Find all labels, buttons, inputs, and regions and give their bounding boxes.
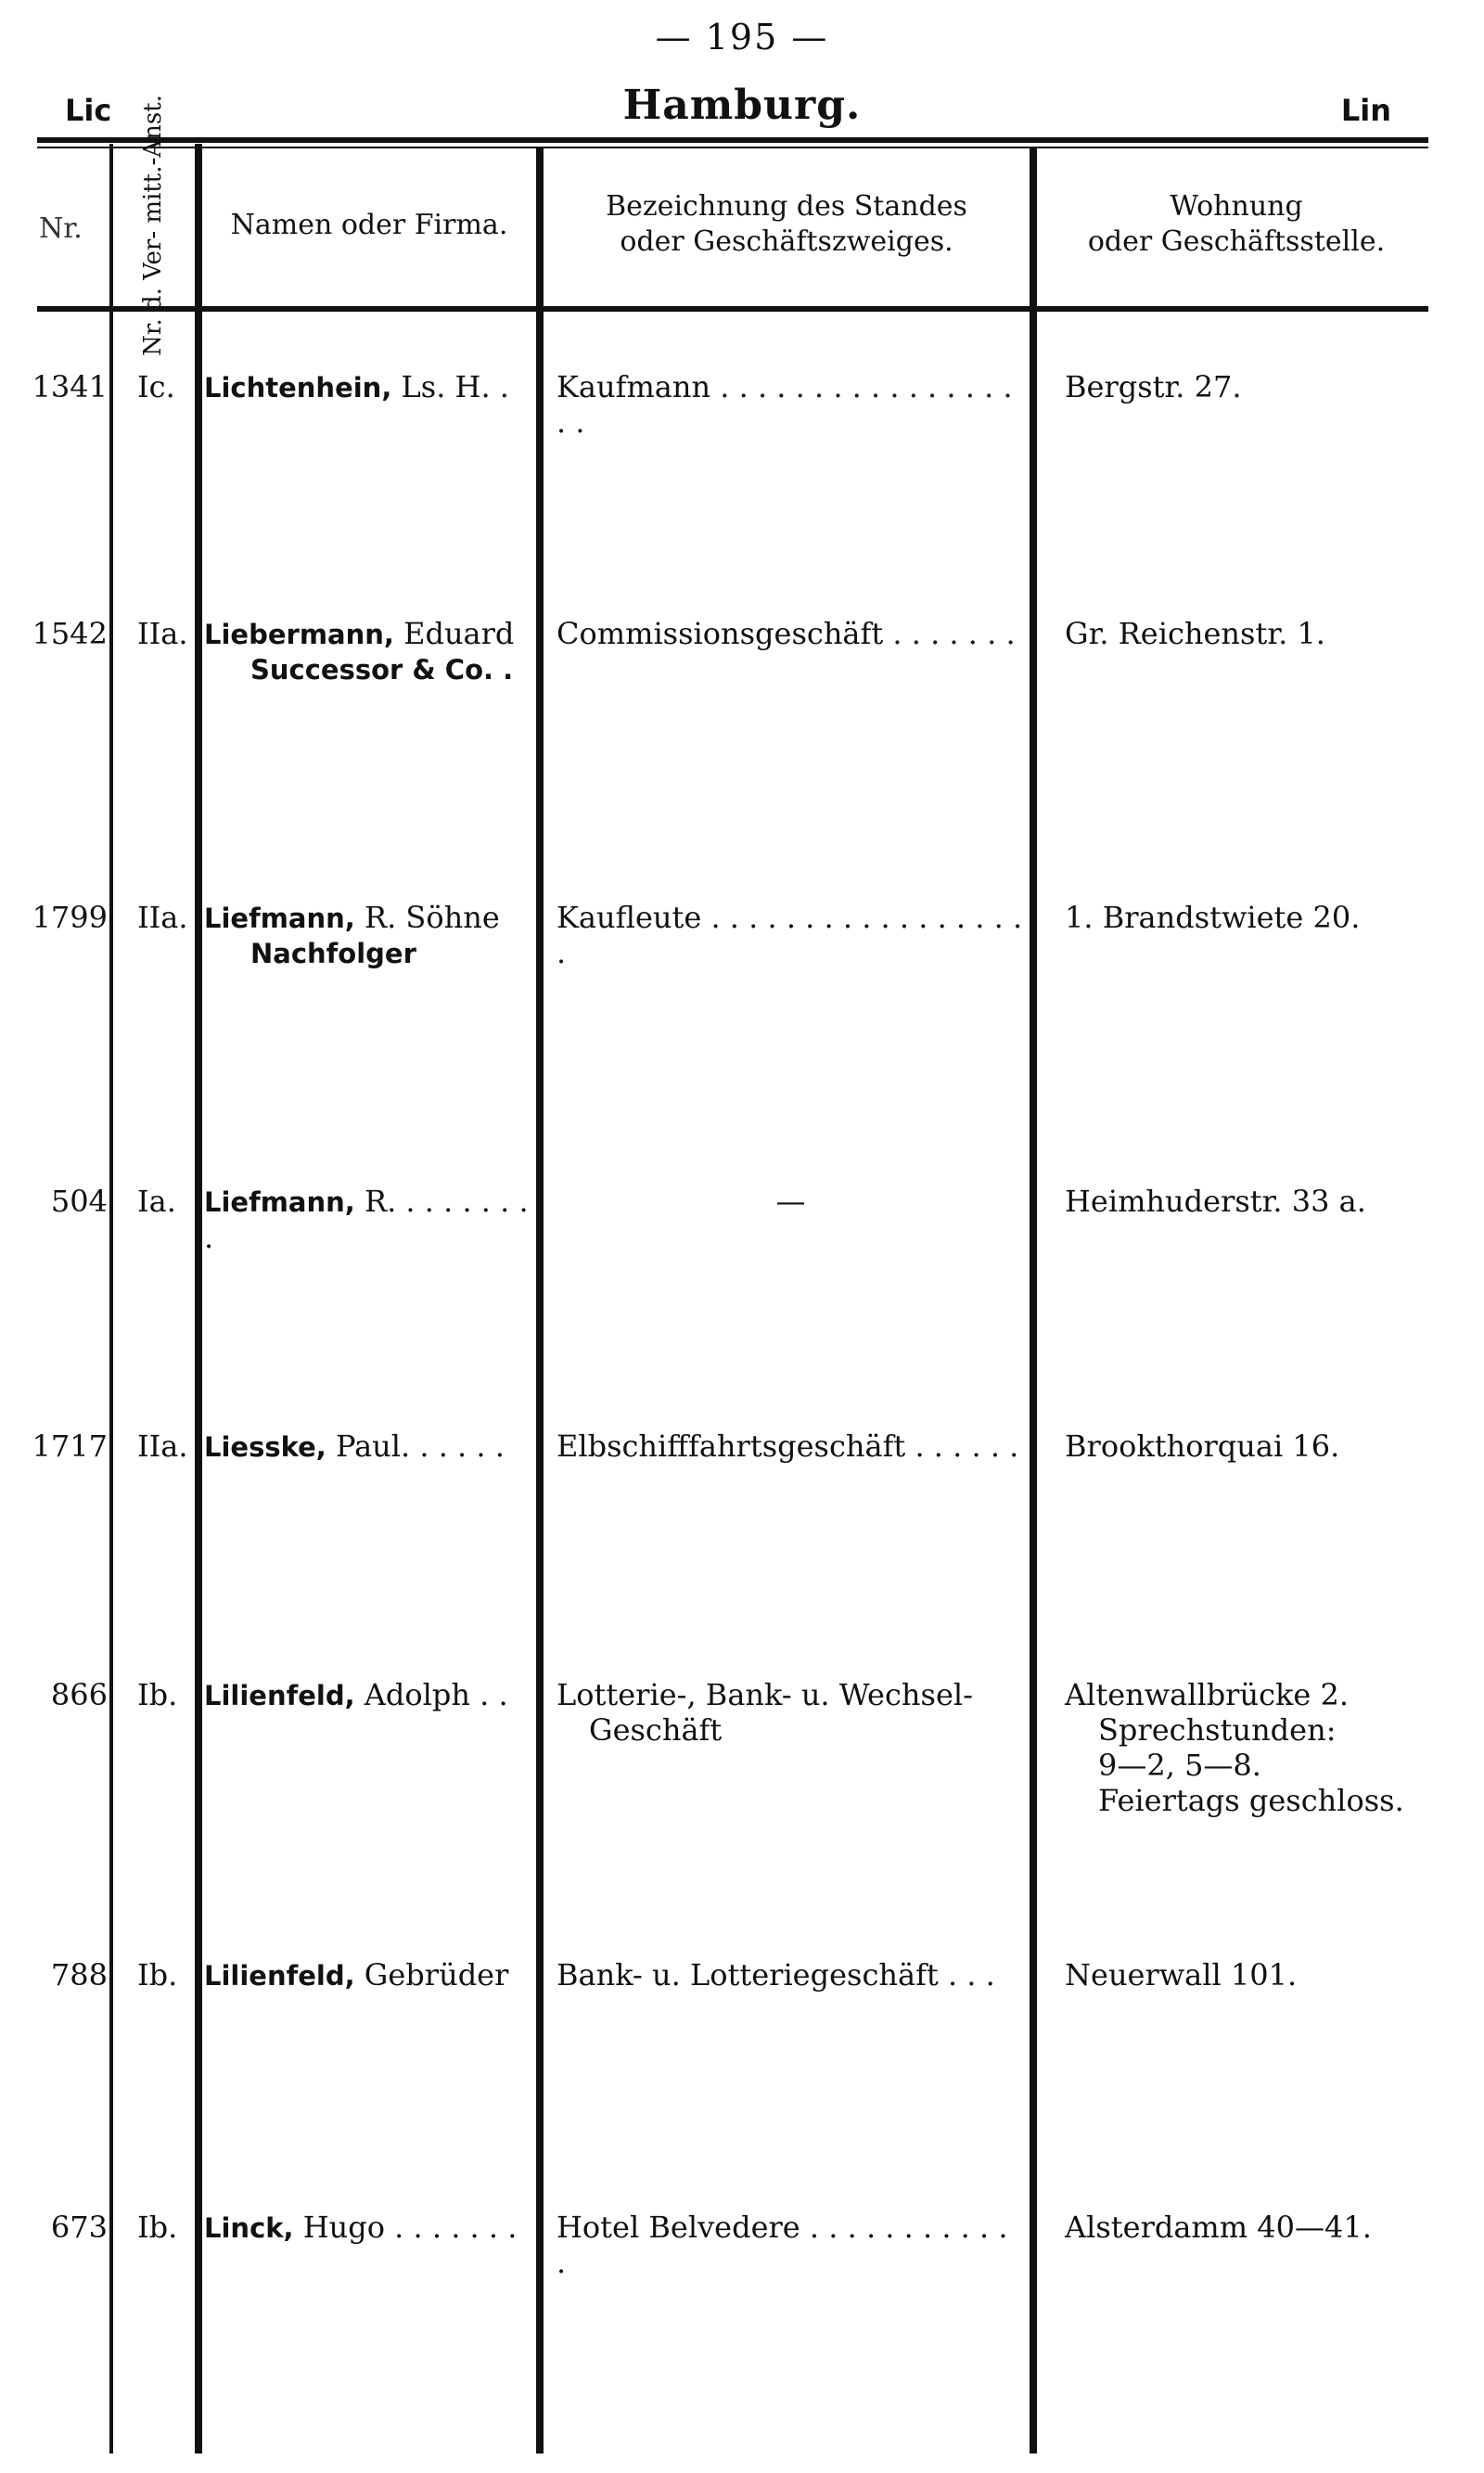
header-wohnung-line2: oder Geschäftsstelle. xyxy=(1087,225,1386,258)
entry-name xyxy=(204,1677,534,1713)
entry-name xyxy=(204,2210,534,2246)
entry-agency-class: Ia. xyxy=(137,1184,176,1219)
entry-occupation-line1: Kaufmann . . . . . . . . . . . . . . . . . . xyxy=(556,369,1013,440)
header-vermittlungsanstalt xyxy=(113,94,193,356)
entry-number: 1542 xyxy=(32,616,108,651)
entry-address xyxy=(1065,1677,1473,1818)
entry-occupation xyxy=(556,2210,1025,2280)
entry-name-rest: Adolph . . xyxy=(354,1677,508,1712)
entry-name xyxy=(204,1184,534,1255)
page-number: — 195 — xyxy=(655,17,829,58)
entry-address xyxy=(1065,900,1473,935)
entry-address-line: Alsterdamm 40—41. xyxy=(1065,2210,1372,2245)
entry-name-bold: Lilienfeld, xyxy=(204,1680,355,1711)
header-bottom-rule xyxy=(37,306,1428,312)
entry-name-rest: Hugo . . . . . . . xyxy=(293,2210,518,2245)
header-stand xyxy=(544,189,1030,260)
entry-number: 1799 xyxy=(32,900,108,935)
entry-number: 504 xyxy=(50,1184,108,1219)
entry-name xyxy=(204,616,534,687)
entry-occupation xyxy=(556,1957,1025,1992)
entry-name xyxy=(204,1957,534,1993)
header-stand-line2: oder Geschäftszweiges. xyxy=(620,225,953,258)
entry-address xyxy=(1065,1429,1473,1464)
entry-agency-class: Ib. xyxy=(137,1957,178,1992)
running-head-city: Hamburg. xyxy=(622,82,862,129)
entry-occupation xyxy=(556,1677,1025,1748)
entry-occupation xyxy=(556,1184,1025,1219)
entry-agency-class: Ib. xyxy=(137,1677,178,1712)
header-name: Namen oder Firma. xyxy=(230,209,508,241)
entry-address xyxy=(1065,616,1473,651)
entry-occupation-line2: Geschäft xyxy=(589,1712,723,1748)
entry-occupation-line1: Elbschifffahrtsgeschäft . . . . . . xyxy=(556,1429,1019,1464)
entry-occupation-line1: Kaufleute . . . . . . . . . . . . . . . . . . xyxy=(556,900,1023,970)
entry-name-bold: Liefmann, xyxy=(204,903,355,934)
entry-occupation-line1: Lotterie-, Bank- u. Wechsel- xyxy=(556,1677,973,1712)
entry-address-line: 9—2, 5—8. xyxy=(1098,1748,1261,1783)
entry-occupation xyxy=(556,616,1025,651)
entry-name-bold: Liebermann, xyxy=(204,619,394,650)
entry-agency-class: IIa. xyxy=(137,1429,188,1464)
column-divider-1 xyxy=(109,144,113,2454)
entry-occupation-line1: — xyxy=(775,1184,806,1219)
entry-agency-class: Ib. xyxy=(137,2210,178,2245)
header-vermittlungsanstalt-text: Nr. d. Ver- mitt.-Anst. xyxy=(139,94,167,356)
entry-occupation xyxy=(556,369,1025,440)
entry-name-bold: Liefmann, xyxy=(204,1186,355,1218)
top-rule-thick xyxy=(37,137,1428,143)
entry-address-line: Altenwallbrücke 2. xyxy=(1065,1677,1350,1712)
entry-agency-class: IIa. xyxy=(137,900,188,935)
entry-occupation-line1: Commissionsgeschäft . . . . . . . xyxy=(556,616,1016,651)
entry-address xyxy=(1065,1184,1473,1219)
top-rule-thin xyxy=(37,147,1428,148)
entry-occupation-line1: Bank- u. Lotteriegeschäft . . . xyxy=(556,1957,995,1992)
entry-number: 1341 xyxy=(32,369,108,404)
column-divider-4 xyxy=(1030,148,1037,2454)
entry-agency-class: IIa. xyxy=(137,616,188,651)
entry-address-line: Neuerwall 101. xyxy=(1065,1957,1298,1992)
entry-name-line2: Successor & Co. . xyxy=(250,654,514,686)
entry-name xyxy=(204,369,534,405)
header-stand-line1: Bezeichnung des Standes xyxy=(606,190,967,223)
header-wohnung-line1: Wohnung xyxy=(1170,190,1303,223)
entry-address-line: Feiertags geschloss. xyxy=(1098,1783,1404,1818)
entry-address xyxy=(1065,2210,1473,2245)
entry-agency-class: Ic. xyxy=(137,369,175,404)
entry-name-bold: Liesske, xyxy=(204,1431,326,1463)
column-divider-2 xyxy=(195,144,202,2454)
entry-occupation xyxy=(556,900,1025,970)
entry-name-line2: Nachfolger xyxy=(250,938,416,969)
entry-number: 1717 xyxy=(32,1429,108,1464)
column-divider-3 xyxy=(536,148,544,2454)
entry-name-rest: R. . . . . . . . . xyxy=(204,1184,529,1255)
entry-number: 673 xyxy=(50,2210,108,2245)
header-wohnung xyxy=(1037,189,1436,260)
entry-name xyxy=(204,900,534,971)
entry-name-rest: Gebrüder xyxy=(354,1957,509,1992)
entry-name-bold: Lichtenhein, xyxy=(204,372,392,404)
entry-number: 788 xyxy=(50,1957,108,1992)
entry-number: 866 xyxy=(50,1677,108,1712)
entry-address-line: 1. Brandstwiete 20. xyxy=(1065,900,1361,935)
entry-address-line: Gr. Reichenstr. 1. xyxy=(1065,616,1325,651)
entry-address-line: Bergstr. 27. xyxy=(1065,369,1242,404)
entry-name-rest: Ls. H. . xyxy=(391,369,509,404)
entry-name xyxy=(204,1429,534,1465)
entry-occupation-line1: Hotel Belvedere . . . . . . . . . . . . xyxy=(556,2210,1008,2280)
entry-name-bold: Lilienfeld, xyxy=(204,1960,355,1992)
entry-address-line: Sprechstunden: xyxy=(1098,1712,1337,1748)
running-head-right: Lin xyxy=(1340,93,1391,128)
entry-name-rest: R. Söhne xyxy=(354,900,500,935)
running-head-left: Lic xyxy=(65,93,112,128)
entry-name-rest: Paul. . . . . . xyxy=(326,1429,505,1464)
entry-address-line: Brookthorquai 16. xyxy=(1065,1429,1340,1464)
header-nr: Nr. xyxy=(39,212,83,245)
entry-name-bold: Linck, xyxy=(204,2212,294,2244)
entry-address xyxy=(1065,1957,1473,1992)
entry-address xyxy=(1065,369,1473,404)
entry-address-line: Heimhuderstr. 33 a. xyxy=(1065,1184,1366,1219)
entry-occupation xyxy=(556,1429,1025,1464)
entry-name-rest: Eduard xyxy=(393,616,515,651)
